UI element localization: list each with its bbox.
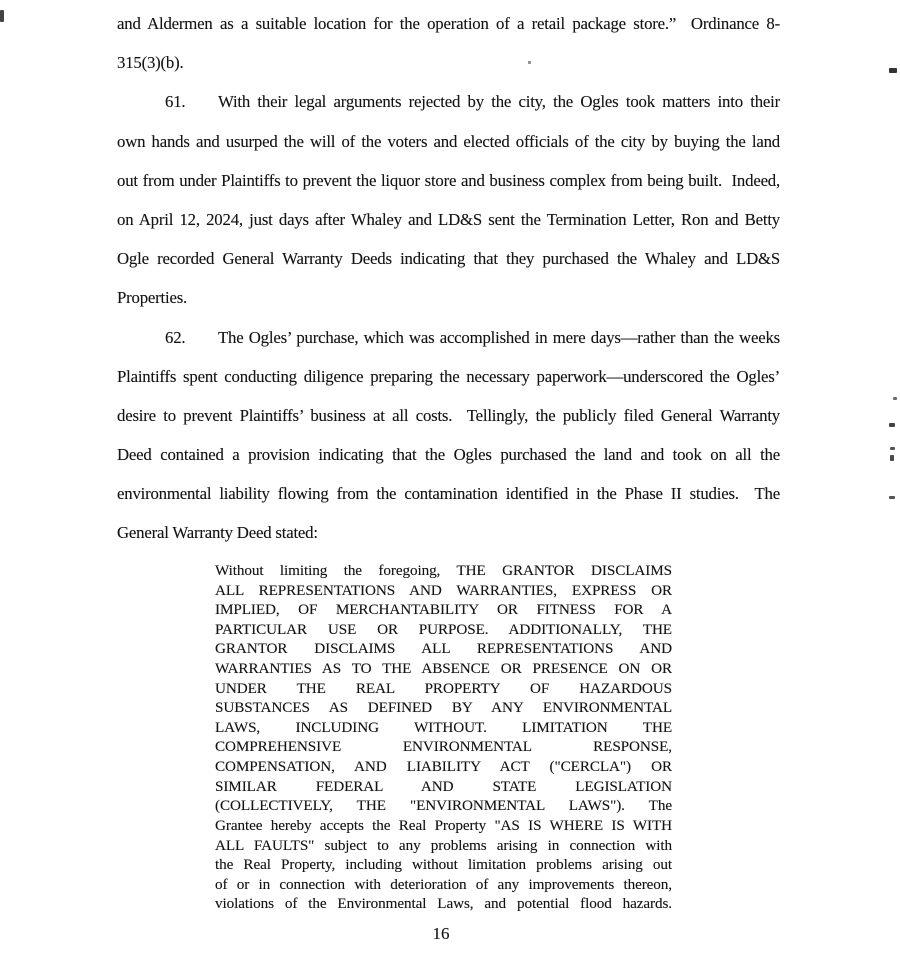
text-line: UNDER THE REAL PROPERTY OF HAZARDOUS — [215, 679, 672, 697]
text-line: of or in connection with deterioration of any improvements thereon, — [215, 875, 672, 893]
text-line: and Aldermen as a suitable location for the operation of a retail package store.” Ordinance 8- — [117, 14, 780, 33]
text-line: Without limiting the foregoing, THE GRANTOR DISCLAIMS — [215, 562, 672, 579]
text-line: (COLLECTIVELY, THE "ENVIRONMENTAL LAWS"). The — [215, 797, 672, 815]
scan-artifact — [889, 68, 897, 73]
text-line: 62. The Ogles’ purchase, which was accomplished in mere days—rather than the weeks — [117, 318, 780, 357]
paragraph-number: 62. — [165, 327, 186, 347]
text-line: out from under Plaintiffs to prevent the liquor store and business complex from being built. Indeed, — [117, 170, 780, 190]
scan-artifact — [890, 447, 895, 450]
text-line: Deed contained a provision indicating that the Ogles purchased the land and took on all the — [117, 445, 780, 465]
scan-artifact — [890, 455, 894, 461]
text-line: COMPREHENSIVE ENVIRONMENTAL RESPONSE, — [215, 738, 672, 756]
text-line: IMPLIED, OF MERCHANTABILITY OR FITNESS FOR A — [215, 601, 672, 619]
text-line: 61. With their legal arguments rejected by the city, the Ogles took matters into their — [117, 82, 780, 121]
text-line: environmental liability flowing from the contamination identified in the Phase II studies. The — [117, 484, 780, 504]
text-line: ALL REPRESENTATIONS AND WARRANTIES, EXPRESS OR — [215, 581, 672, 599]
text-line: violations of the Environmental Laws, and potential flood hazards. — [215, 895, 672, 913]
text-line: the Real Property, including without limitation problems arising out — [215, 856, 672, 874]
text-line: SIMILAR FEDERAL AND STATE LEGISLATION — [215, 777, 672, 795]
text-line: Properties. — [117, 288, 188, 308]
text-line: COMPENSATION, AND LIABILITY ACT ("CERCLA") OR — [215, 758, 672, 776]
text-line: WARRANTIES AS TO THE ABSENCE OR PRESENCE ON OR — [215, 660, 672, 678]
scan-artifact — [893, 397, 897, 400]
text-line: desire to prevent Plaintiffs’ business at all costs. Tellingly, the publicly filed General Warranty — [117, 405, 780, 425]
scan-artifact — [889, 496, 895, 499]
scan-artifact — [889, 423, 895, 427]
scan-artifact — [528, 61, 531, 64]
text-line: GRANTOR DISCLAIMS ALL REPRESENTATIONS AND — [215, 640, 672, 658]
text-line: ALL FAULTS" subject to any problems arising in connection with — [215, 836, 672, 854]
text-line: 315(3)(b). — [117, 53, 184, 73]
text-line: Ogle recorded General Warranty Deeds indicating that they purchased the Whaley and LD&S — [117, 249, 780, 269]
text-line: own hands and usurped the will of the voters and elected officials of the city by buying the land — [117, 131, 780, 151]
scan-artifact — [0, 10, 4, 22]
page-number: 16 — [432, 924, 450, 943]
text-line: General Warranty Deed stated: — [117, 523, 318, 543]
text-line: SUBSTANCES AS DEFINED BY ANY ENVIRONMENTAL — [215, 699, 672, 717]
text-line: Grantee hereby accepts the Real Property "AS IS WHERE IS WITH — [215, 816, 672, 834]
body-text — [117, 4, 780, 553]
deed-quote-block — [215, 561, 672, 914]
text-line: LAWS, INCLUDING WITHOUT. LIMITATION THE — [215, 718, 672, 736]
text-line: PARTICULAR USE OR PURPOSE. ADDITIONALLY, THE — [215, 620, 672, 638]
text-line: on April 12, 2024, just days after Whaley and LD&S sent the Termination Letter, Ron and Betty — [117, 209, 780, 229]
paragraph-number: 61. — [165, 92, 186, 112]
text-line: Plaintiffs spent conducting diligence preparing the necessary paperwork—underscored the Ogles’ — [117, 366, 780, 386]
